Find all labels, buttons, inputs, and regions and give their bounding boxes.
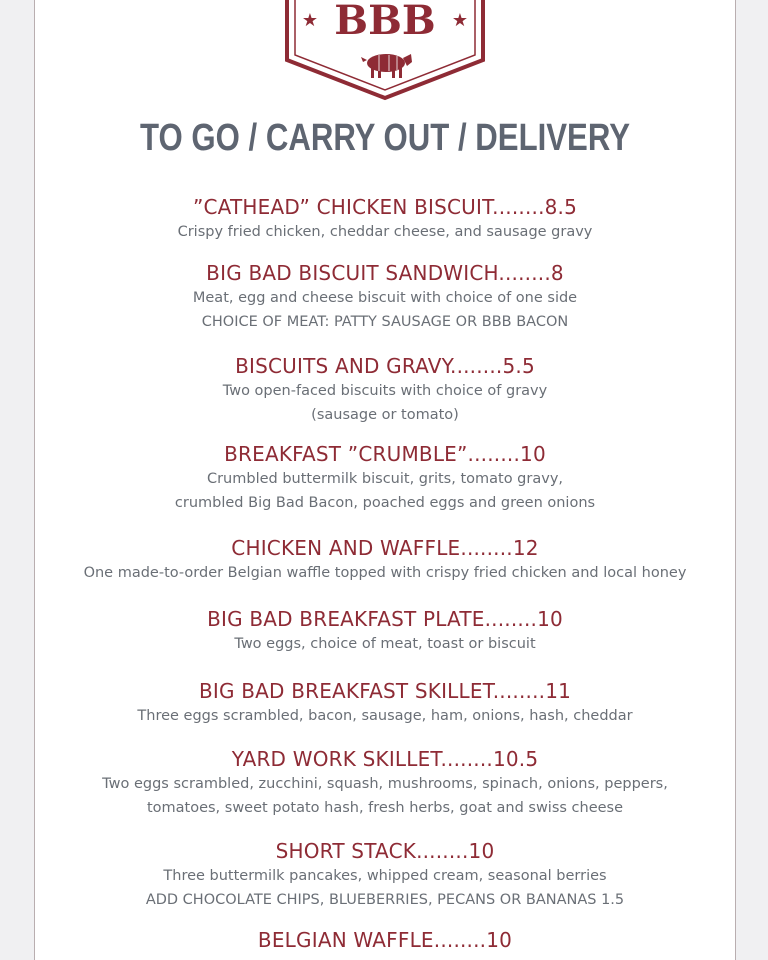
menu-item-title: BISCUITS AND GRAVY........5.5 — [235, 354, 535, 378]
menu-item-description: (sausage or tomato) — [311, 407, 459, 423]
menu-item-description: crumbled Big Bad Bacon, poached eggs and green onions — [174, 495, 596, 511]
menu-item-title: BIG BAD BREAKFAST SKILLET........11 — [198, 679, 572, 703]
menu-item — [35, 927, 735, 953]
logo-star-right: ★ — [451, 10, 469, 31]
menu-item-title: BIG BAD BISCUIT SANDWICH........8 — [206, 261, 564, 285]
logo-star-left: ★ — [301, 10, 319, 31]
menu-item — [35, 678, 735, 728]
menu-item-description: ADD CHOCOLATE CHIPS, BLUEBERRIES, PECANS OR BANANAS 1.5 — [145, 892, 625, 908]
bbb-logo — [283, 0, 487, 102]
menu-item-title: SHORT STACK........10 — [275, 839, 495, 863]
menu-item-description: Crispy fried chicken, cheddar cheese, and sausage gravy — [177, 224, 593, 240]
logo-text: BBB — [334, 0, 436, 44]
menu-item — [35, 194, 735, 244]
menu-item — [35, 838, 735, 912]
menu-item-description: tomatoes, sweet potato hash, fresh herbs, goat and swiss cheese — [146, 800, 624, 816]
menu-item — [35, 441, 735, 515]
menu-item-title: BELGIAN WAFFLE........10 — [257, 928, 513, 952]
menu-item-description: Crumbled buttermilk biscuit, grits, tomato gravy, — [206, 471, 564, 487]
menu-item-description: Two open-faced biscuits with choice of gravy — [222, 383, 548, 399]
menu-item-description: Two eggs scrambled, zucchini, squash, mushrooms, spinach, onions, peppers, — [102, 776, 668, 792]
menu-item-description: Meat, egg and cheese biscuit with choice of one side — [192, 290, 578, 306]
menu-heading: TO GO / CARRY OUT / DELIVERY — [140, 117, 630, 159]
menu-item — [35, 535, 735, 585]
menu-item-description: CHOICE OF MEAT: PATTY SAUSAGE OR BBB BACON — [201, 314, 569, 330]
menu-item — [35, 746, 735, 820]
menu-item-title: BREAKFAST ”CRUMBLE”........10 — [224, 442, 546, 466]
menu-item-title: ”CATHEAD” CHICKEN BISCUIT........8.5 — [192, 195, 578, 219]
menu-item-title: YARD WORK SKILLET........10.5 — [231, 747, 539, 771]
menu-item-description: One made-to-order Belgian waffle topped with crispy fried chicken and local honey — [83, 565, 687, 581]
menu-item-description: Three buttermilk pancakes, whipped cream, seasonal berries — [163, 868, 607, 884]
menu-item — [35, 606, 735, 656]
menu-item-description: Three eggs scrambled, bacon, sausage, ham, onions, hash, cheddar — [137, 708, 633, 724]
menu-item-title: BIG BAD BREAKFAST PLATE........10 — [207, 607, 563, 631]
menu-item — [35, 260, 735, 334]
menu-item — [35, 353, 735, 427]
menu-page — [34, 0, 736, 960]
menu-item-description: Two eggs, choice of meat, toast or biscuit — [234, 636, 536, 652]
pig-icon — [361, 54, 412, 78]
menu-item-title: CHICKEN AND WAFFLE........12 — [231, 536, 539, 560]
